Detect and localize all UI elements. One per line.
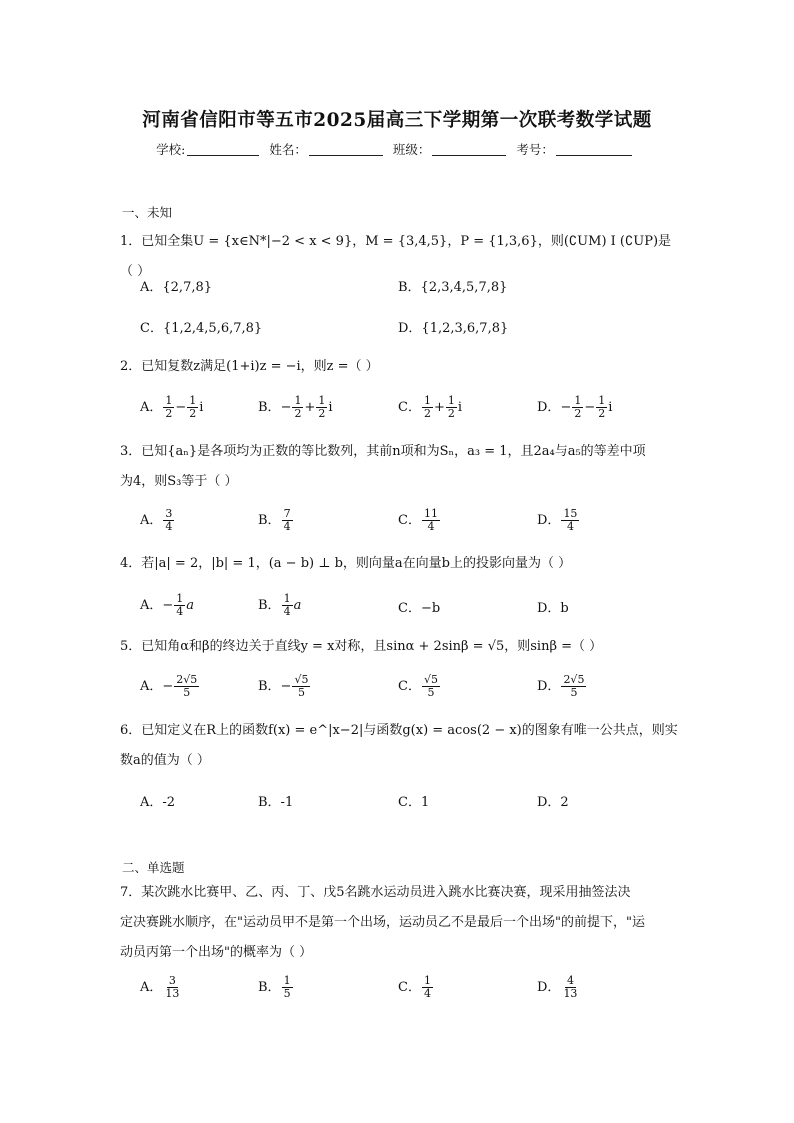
fraction [282,975,293,1000]
fraction-denominator: 2 [189,407,197,420]
question-5 [120,632,680,662]
option-b [258,674,311,699]
option-label: C． [398,679,421,694]
fraction-numerator: 1 [574,394,582,407]
section-heading: 一、未知 [122,205,173,220]
operator: + [304,400,316,415]
fraction-denominator: 2 [318,407,326,420]
option-c: C．{1,2,4,5,6,7,8} [140,321,263,336]
fraction-numerator: 1 [423,394,431,407]
fraction-denominator: 2 [447,407,455,420]
option-label: B． [258,400,281,415]
fraction [292,395,303,420]
fraction-numerator: 3 [165,507,173,520]
question-text-line1: 已知定义在R上的函数f(x) = e^|x−2|与函数g(x) = acos(2 − x)的图象有唯一公共点，则实 [141,723,678,738]
option-label: B． [258,513,281,528]
fraction-denominator: 2 [294,407,302,420]
question-4 [120,549,680,579]
option-a [140,593,194,618]
option-d: D．2 [537,795,569,810]
fraction [561,975,579,1000]
fraction [596,395,607,420]
fraction-denominator: 2 [165,407,173,420]
fraction-denominator: 4 [423,987,431,1000]
option-a: A．-2 [140,795,176,810]
fraction [163,395,174,420]
fraction [187,395,198,420]
option-label: A． [140,513,163,528]
fraction-numerator: 4 [566,974,574,987]
option-b: B．{2,3,4,5,7,8} [398,280,508,295]
option-d: D．b [537,601,569,616]
fraction-denominator: 13 [563,987,578,1000]
fraction-numerator: 1 [598,394,606,407]
fraction [561,508,579,533]
imaginary-unit: i [199,400,204,415]
option-c [398,975,434,1000]
name-blank [309,143,383,156]
operator: − [280,400,292,415]
fraction-denominator: 4 [283,605,291,618]
question-7 [120,878,680,968]
school-label: 学校: [156,142,186,157]
option-b [258,508,294,533]
question-3 [120,437,680,497]
option-label: D． [537,980,561,995]
fraction-denominator: 13 [165,987,180,1000]
fraction-numerator: 1 [283,592,291,605]
operator: − [560,400,572,415]
question-text: 若|a| = 2，|b| = 1，(a − b) ⊥ b，则向量a在向量b上的投影向量为（ ） [141,556,572,571]
vector-a: a [293,598,302,613]
fraction-denominator: 5 [283,987,291,1000]
fraction [422,508,440,533]
option-label: B． [258,598,281,613]
question-6 [120,716,680,776]
fraction [163,975,181,1000]
option-label: B．− [258,679,292,694]
operator: − [584,400,596,415]
fraction [282,593,293,618]
question-number: 1． [120,234,142,249]
class-blank [432,143,506,156]
fraction-numerator: 1 [318,394,326,407]
imaginary-unit: i [457,400,463,415]
fraction-numerator: 2√5 [176,673,198,686]
option-c: C．−b [398,601,441,616]
fraction-denominator: 5 [297,686,305,699]
option-label: C． [398,980,421,995]
question-text-line1: 某次跳水比赛甲、乙、丙、丁、戊5名跳水运动员进入跳水比赛决赛，现采用抽签法决 [141,885,631,900]
fraction-denominator: 4 [176,605,184,618]
option-d [537,395,612,420]
fraction-denominator: 2 [598,407,606,420]
fraction-denominator: 2 [423,407,431,420]
fraction [163,508,174,533]
fraction [174,593,185,618]
fraction-numerator: 2√5 [563,673,585,686]
fraction [561,674,586,699]
imaginary-unit: i [328,400,333,415]
option-label: A．− [140,679,174,694]
fraction-numerator: 3 [168,974,176,987]
option-b: B．-1 [258,795,294,810]
question-number: 6． [120,723,142,738]
fraction [422,975,433,1000]
exam-no-label: 考号： [516,142,554,157]
question-text-line2: 定决赛跳水顺序，在"运动员甲不是第一个出场，运动员乙不是最后一个出场"的前提下，"运 [120,915,645,930]
question-number: 2． [120,359,142,374]
fraction-denominator: 4 [427,520,435,533]
question-text-line2: 为4，则S₃等于（ ） [120,474,238,489]
question-text-line3: 动员丙第一个出场"的概率为（ ） [120,945,313,960]
fraction [422,674,440,699]
fraction [174,674,199,699]
option-label: A． [140,400,163,415]
section-heading: 二、单选题 [122,860,185,875]
question-text: 已知复数z满足(1+i)z = −i，则z =（ ） [141,359,379,374]
fraction [282,508,293,533]
option-label: D． [537,679,561,694]
fraction-numerator: 1 [189,394,197,407]
option-b [258,975,294,1000]
fraction-denominator: 4 [566,520,574,533]
option-a [140,395,203,420]
page-title: 河南省信阳市等五市2025届高三下学期第一次联考数学试题 [142,110,652,131]
fraction-denominator: 5 [570,686,578,699]
option-a [140,674,200,699]
fraction-numerator: 1 [423,974,431,987]
option-d: D．{1,2,3,6,7,8} [398,321,509,336]
option-label: D． [537,400,561,415]
option-label: A． [140,980,163,995]
fraction-numerator: √5 [423,673,438,686]
option-c [398,674,441,699]
option-b [258,593,301,618]
fraction-numerator: √5 [294,673,309,686]
question-text-line1: 已知{aₙ}是各项均为正数的等比数列，其前n项和为Sₙ，a₃ = 1，且2a₄与a₅的等差中项 [141,444,646,459]
question-number: 3． [120,444,142,459]
fraction [446,395,457,420]
option-a [140,508,175,533]
option-b [258,395,333,420]
option-label: D． [537,513,561,528]
question-text-line2: 数a的值为（ ） [120,753,210,768]
option-c [398,395,462,420]
exam-no-blank [556,143,632,156]
name-label: 姓名： [269,142,307,157]
fraction-denominator: 5 [183,686,191,699]
question-number: 4． [120,556,142,571]
fraction-denominator: 4 [165,520,173,533]
fraction-numerator: 1 [176,592,184,605]
fraction-denominator: 5 [427,686,435,699]
option-label: B． [258,980,281,995]
question-number: 5． [120,639,142,654]
operator: − [175,400,187,415]
option-c [398,508,441,533]
question-number: 7． [120,885,142,900]
class-label: 班级： [392,142,431,157]
option-d [537,975,580,1000]
imaginary-unit: i [608,400,613,415]
fraction-numerator: 1 [283,974,291,987]
question-text: 已知角α和β的终边关于直线y = x对称，且sinα + 2sinβ = √5，则sinβ =（ ） [141,639,603,654]
option-label: C． [398,513,421,528]
option-a: A．{2,7,8} [140,280,213,295]
fraction [572,395,583,420]
option-d [537,674,587,699]
option-label: C． [398,400,421,415]
fraction-numerator: 11 [423,507,438,520]
school-blank [187,143,259,156]
operator: + [433,400,445,415]
option-label: A．− [140,598,174,613]
fraction-denominator: 2 [574,407,582,420]
fraction [422,395,433,420]
fraction [316,395,327,420]
fraction-numerator: 15 [563,507,578,520]
question-2 [120,352,680,382]
vector-a: a [186,598,195,613]
fraction-numerator: 7 [283,507,291,520]
option-c: C．1 [398,795,430,810]
fraction-denominator: 4 [283,520,291,533]
option-a [140,975,182,1000]
fraction-numerator: 1 [165,394,173,407]
fraction-numerator: 1 [447,394,455,407]
option-d [537,508,580,533]
fraction-numerator: 1 [294,394,302,407]
fraction [292,674,310,699]
student-info-line [0,140,794,158]
question-text: 已知全集U = {x∈N*|−2 < x < 9}，M = {3,4,5}，P = {1,3,6}，则(∁UM) I (∁UP)是（ ） [120,234,672,279]
